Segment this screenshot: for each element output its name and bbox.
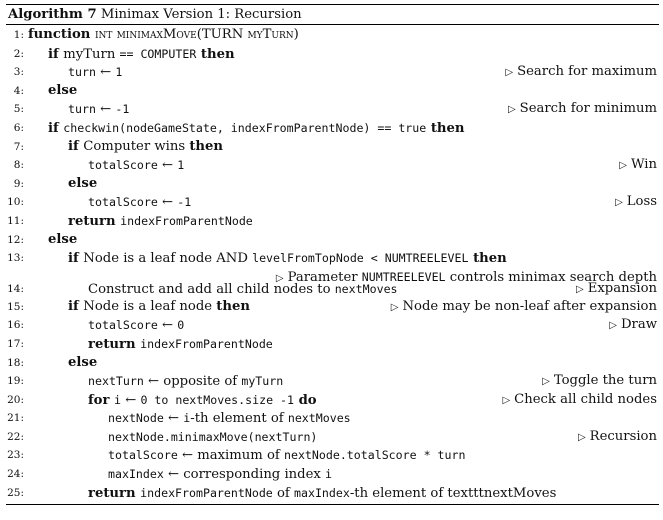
code-fragment: Node is a leaf node AND: [83, 251, 253, 267]
algorithm-line: [6, 484, 659, 503]
code-fragment: controls minimax search depth: [445, 269, 657, 285]
algorithm-line: [6, 212, 659, 231]
code-fragment: TURN myTurn: [201, 27, 294, 42]
comment-triangle-icon: ▷: [577, 431, 586, 443]
line-number: 25:: [7, 486, 24, 499]
comment-text: Toggle the turn: [553, 373, 657, 389]
code-fragment: function: [28, 27, 95, 42]
line-code: [28, 299, 250, 314]
code-fragment: else: [68, 354, 98, 370]
algorithm-line: [6, 193, 659, 212]
code-fragment: 1: [177, 158, 185, 173]
line-body: [28, 269, 659, 300]
line-body: [28, 63, 659, 83]
code-fragment: 0 to nextMoves.size -1: [140, 392, 294, 407]
comment-text: Node may be non-leaf after expansion: [402, 298, 657, 314]
line-number: 3:: [13, 66, 24, 79]
line-body: [28, 316, 659, 336]
code-fragment: maxIndex: [108, 467, 164, 482]
code-fragment: i: [183, 411, 191, 426]
code-fragment: int minimaxMove: [94, 27, 197, 42]
line-code: [28, 47, 235, 62]
code-fragment: Computer wins: [83, 138, 190, 154]
comment-text: Win: [630, 157, 657, 173]
comment-triangle-icon: ▷: [615, 197, 623, 209]
line-body: [28, 82, 659, 101]
line-comment: [576, 280, 657, 300]
line-code: [28, 411, 351, 426]
line-number: 15:: [7, 300, 24, 313]
line-code: [28, 195, 191, 210]
algorithm-line: [6, 316, 659, 335]
line-number: 20:: [7, 393, 24, 406]
line-body: [28, 298, 659, 317]
comment-text: Search for minimum: [519, 101, 657, 117]
code-fragment: 0: [177, 318, 185, 333]
algorithm-line: [6, 268, 659, 298]
code-fragment: ←: [157, 318, 178, 334]
line-body: [28, 428, 659, 448]
comment-triangle-icon: ▷: [507, 104, 516, 116]
algorithm-box: [6, 4, 659, 505]
code-fragment: ): [293, 27, 299, 42]
code-fragment: 1: [115, 65, 123, 80]
line-number: 18:: [7, 356, 24, 369]
code-fragment: ←: [157, 195, 178, 211]
code-fragment: then: [426, 120, 465, 136]
line-code: [28, 318, 184, 333]
line-comment: [615, 193, 657, 213]
line-number: 1:: [13, 29, 24, 41]
code-fragment: -1: [115, 102, 130, 117]
code-fragment: -1: [177, 195, 192, 210]
code-fragment: totalScore: [88, 158, 158, 173]
algorithm-line: [6, 45, 659, 64]
line-code: [28, 176, 97, 191]
code-fragment: then: [196, 46, 235, 62]
line-number: 2:: [13, 47, 24, 60]
line-body: [28, 119, 659, 139]
line-body: [28, 193, 659, 213]
algorithm-line: [6, 409, 659, 428]
line-body: [28, 354, 659, 373]
algorithm-label: Algorithm 7: [8, 7, 97, 22]
line-code: [28, 251, 507, 266]
line-body: [28, 100, 659, 120]
code-fragment: of: [272, 485, 294, 501]
code-fragment: ←: [157, 158, 178, 174]
algorithm-line: [6, 100, 659, 119]
line-number: 19:: [7, 375, 24, 388]
code-fragment: Node is a leaf node: [83, 298, 217, 314]
line-code: [28, 232, 77, 247]
line-comment: [391, 298, 657, 318]
line-body: [28, 26, 659, 45]
algorithm-line: [6, 82, 659, 101]
code-fragment: indexFromParentNode: [120, 213, 253, 228]
code-fragment: totalScore: [88, 195, 158, 210]
line-code: [28, 355, 97, 370]
line-number: 10:: [7, 196, 24, 209]
line-number: 14:: [7, 282, 24, 295]
code-fragment: then: [216, 298, 250, 314]
line-comment: [542, 372, 657, 392]
bottom-rule: [6, 504, 659, 505]
code-fragment: Parameter: [287, 269, 362, 285]
line-body: [28, 465, 659, 485]
line-body: [28, 249, 659, 269]
code-fragment: else: [68, 175, 98, 191]
code-fragment: == COMPUTER: [119, 46, 197, 61]
line-comment: [508, 100, 657, 120]
line-code: [28, 65, 122, 80]
line-number: 21:: [7, 412, 24, 425]
code-fragment: myTurn: [241, 374, 284, 389]
line-code: [28, 374, 283, 389]
algorithm-line: [6, 428, 659, 447]
code-fragment: totalScore: [108, 448, 178, 463]
comment-triangle-icon: ▷: [542, 376, 550, 388]
line-code: [28, 121, 465, 136]
line-number: 4:: [13, 84, 24, 97]
algorithm-lines: [6, 25, 659, 504]
algorithm-line: [6, 156, 659, 175]
line-number: 22:: [7, 430, 24, 443]
line-code: [28, 83, 77, 98]
line-code: [28, 486, 556, 501]
line-body: [28, 231, 659, 250]
comment-triangle-icon: ▷: [390, 301, 399, 313]
line-code: [28, 214, 253, 229]
line-body: [28, 138, 659, 157]
line-code: [28, 27, 299, 42]
line-comment: [505, 63, 657, 83]
line-code: [28, 393, 317, 408]
code-fragment: then: [468, 251, 507, 267]
code-fragment: ←: [95, 102, 116, 118]
algorithm-line: [6, 335, 659, 354]
algorithm-title: [6, 5, 659, 24]
line-number: 5:: [13, 103, 24, 116]
line-comment: [578, 428, 657, 448]
code-fragment: do: [294, 392, 317, 408]
comment-text: Expansion: [587, 280, 657, 296]
code-fragment: indexFromParentNode: [140, 485, 273, 500]
code-fragment: i: [325, 467, 333, 482]
code-fragment: return: [68, 213, 121, 229]
algorithm-line: [6, 175, 659, 194]
comment-triangle-icon: ▷: [275, 272, 284, 284]
code-fragment: ← maximum of: [177, 448, 284, 464]
line-number: 11:: [7, 214, 24, 227]
algorithm-line: [6, 465, 659, 484]
line-body: [28, 45, 659, 65]
algorithm-line: [6, 354, 659, 373]
comment-text: Check all child nodes: [514, 391, 657, 407]
line-code: [28, 467, 332, 482]
code-fragment: Construct and add all child nodes to: [88, 281, 335, 297]
code-fragment: else: [48, 82, 78, 98]
code-fragment: if: [48, 120, 64, 136]
algorithm-line: [6, 249, 659, 268]
code-fragment: levelFromTopNode < NUMTREELEVEL: [252, 251, 469, 266]
comment-text: Draw: [620, 317, 657, 333]
comment-triangle-icon: ▷: [505, 67, 514, 79]
code-fragment: -th element of textttnextMoves: [349, 485, 557, 501]
code-fragment: nextNode.totalScore * turn: [283, 448, 466, 463]
comment-text: Search for maximum: [517, 64, 657, 80]
code-fragment: nextTurn: [88, 374, 144, 389]
code-fragment: else: [48, 231, 78, 247]
code-fragment: ← opposite of: [143, 374, 242, 390]
code-fragment: i: [114, 392, 121, 407]
line-body: [28, 409, 659, 429]
code-fragment: nextNode: [108, 411, 164, 426]
comment-triangle-icon: ▷: [502, 394, 511, 406]
line-body: [28, 175, 659, 194]
line-number: 12:: [7, 233, 24, 246]
code-fragment: -th element of: [190, 411, 288, 427]
line-comment: [502, 391, 657, 411]
line-number: 8:: [13, 159, 24, 172]
comment-triangle-icon: ▷: [609, 320, 617, 332]
comment-triangle-icon: ▷: [576, 283, 584, 295]
line-body: [28, 372, 659, 392]
line-comment: [619, 156, 657, 176]
code-fragment: then: [189, 138, 223, 154]
line-body: [28, 446, 659, 466]
algorithm-line: [6, 372, 659, 391]
algorithm-line: [6, 298, 659, 317]
code-fragment: checkwin(nodeGameState, indexFromParentNode) == true: [63, 120, 427, 135]
algorithm-line: [6, 26, 659, 45]
code-fragment: (: [196, 27, 202, 42]
comment-triangle-icon: ▷: [619, 160, 627, 172]
code-fragment: if: [68, 251, 84, 267]
code-fragment: return: [88, 336, 141, 352]
line-number: 9:: [13, 177, 24, 190]
code-fragment: ←: [95, 65, 116, 81]
algorithm-caption: Minimax Version 1: Recursion: [100, 7, 302, 22]
algorithm-line: [6, 119, 659, 138]
algorithm-line: [6, 63, 659, 82]
line-number: 7:: [13, 140, 24, 153]
code-fragment: ←: [121, 392, 141, 408]
line-body: [28, 335, 659, 355]
code-fragment: turn: [68, 65, 96, 80]
code-fragment: if: [68, 298, 84, 314]
line-code: [28, 158, 184, 173]
code-fragment: NUMTREELEVEL: [361, 269, 446, 284]
line-number: 13:: [7, 252, 24, 265]
code-fragment: ← corresponding index: [163, 467, 326, 483]
line-number: 6:: [13, 121, 24, 134]
line-comment: [609, 316, 657, 336]
comment-text: Loss: [626, 194, 657, 210]
comment-text: Recursion: [589, 428, 657, 444]
algorithm-line: [6, 391, 659, 410]
line-body: [28, 212, 659, 232]
line-code: [28, 430, 317, 445]
line-body: [28, 156, 659, 176]
code-fragment: nextMoves: [287, 411, 351, 426]
algorithm-line: [6, 231, 659, 250]
line-number: 17:: [7, 337, 24, 350]
line-code: [28, 139, 223, 154]
algorithm-line: [6, 446, 659, 465]
line-body: [28, 484, 659, 504]
line-code: [28, 102, 129, 117]
code-fragment: nextMoves: [334, 281, 398, 296]
code-fragment: totalScore: [88, 318, 158, 333]
line-number: 24:: [7, 468, 24, 481]
code-fragment: ←: [163, 411, 184, 427]
code-fragment: if: [48, 46, 64, 62]
code-fragment: nextNode.minimaxMove(nextTurn): [108, 429, 318, 444]
line-code: [28, 448, 465, 463]
line-number: 16:: [7, 319, 24, 332]
code-fragment: maxIndex: [294, 485, 350, 500]
code-fragment: myTurn: [63, 46, 120, 62]
algorithm-line: [6, 138, 659, 157]
code-fragment: indexFromParentNode: [140, 336, 273, 351]
line-code: [28, 337, 273, 352]
code-fragment: for: [88, 392, 115, 408]
code-fragment: turn: [68, 102, 96, 117]
code-fragment: return: [88, 485, 141, 501]
line-number: 23:: [7, 449, 24, 462]
line-body: [28, 391, 659, 411]
code-fragment: if: [68, 138, 84, 154]
